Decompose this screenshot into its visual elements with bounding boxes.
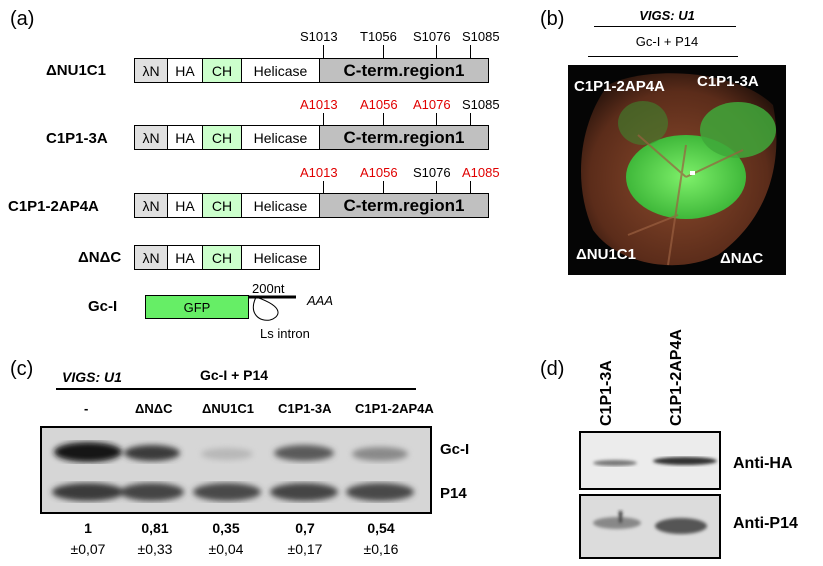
site-label: S1085	[462, 29, 500, 44]
domain-c-term-region: C-term.region1	[319, 58, 489, 83]
intron-label: Ls intron	[260, 326, 310, 341]
quant-value: 0,81	[141, 520, 169, 536]
domain-lambda-n: λN	[134, 58, 168, 83]
construct-name-dndc: ΔNΔC	[78, 249, 122, 266]
domain-c-term-region: C-term.region1	[319, 125, 489, 150]
domain-lambda-n: λN	[134, 245, 168, 270]
leaf-label-top-left: C1P1-2AP4A	[574, 78, 665, 95]
band-p14-lane2	[120, 483, 184, 501]
band-p14-lane5	[346, 483, 414, 501]
band-p14-lane1	[52, 483, 124, 501]
band-gci-lane3	[201, 448, 253, 460]
site-label: S1076	[413, 29, 451, 44]
band-p14w-lane2	[655, 518, 707, 534]
domain-helicase: Helicase	[241, 193, 320, 218]
lane-label: -	[84, 401, 89, 416]
site-tick	[383, 45, 384, 58]
domain-ch: CH	[202, 245, 242, 270]
leaf-image	[568, 65, 786, 275]
panel-b-label: (b)	[540, 8, 565, 30]
site-label: A1013	[300, 97, 338, 112]
intron-loop	[253, 297, 278, 320]
panel-a-label: (a)	[10, 8, 35, 30]
vigs-header: VIGS: U1	[639, 8, 695, 23]
construct-name-c1p1-3a: C1P1-3A	[46, 130, 108, 147]
domain-ch: CH	[202, 58, 242, 83]
blot-label-anti-ha: Anti-HA	[733, 455, 793, 472]
domain-ch: CH	[202, 125, 242, 150]
band-p14-lane4	[270, 483, 338, 501]
quant-error: ±0,17	[287, 541, 323, 557]
northern-blot	[40, 426, 432, 514]
domain-ha: HA	[167, 245, 203, 270]
lane-label: ΔNΔC	[135, 401, 173, 416]
domain-lambda-n: λN	[134, 193, 168, 218]
domain-helicase: Helicase	[241, 125, 320, 150]
site-label: A1085	[462, 165, 500, 180]
quant-value: 0,35	[212, 520, 240, 536]
gfp-box: GFP	[145, 295, 249, 319]
polya-label: AAA	[307, 293, 334, 308]
band-ha-lane1	[593, 460, 637, 466]
leaf-label-top-right: C1P1-3A	[697, 73, 759, 90]
lane-label: C1P1-2AP4A	[668, 329, 685, 426]
band-gci-lane1	[54, 442, 122, 462]
header-rule	[588, 56, 738, 57]
band-gci-lane2	[124, 445, 180, 461]
site-label: S1013	[300, 29, 338, 44]
site-label: A1056	[360, 97, 398, 112]
utr-length-label: 200nt	[252, 281, 285, 296]
site-label: S1085	[462, 97, 500, 112]
quant-value: 0,54	[367, 520, 395, 536]
domain-helicase: Helicase	[241, 245, 320, 270]
lane-label: C1P1-3A	[598, 360, 615, 426]
blot-label-anti-p14: Anti-P14	[733, 515, 798, 532]
band-p14-lane3	[193, 483, 261, 501]
leaf-label-bottom-right: ΔNΔC	[720, 250, 764, 267]
quant-error: ±0,07	[70, 541, 106, 557]
site-label: S1076	[413, 165, 451, 180]
panel-d-label: (d)	[540, 358, 565, 380]
lane-label: C1P1-3A	[278, 401, 332, 416]
western-blot	[579, 431, 721, 559]
quant-error: ±0,33	[137, 541, 173, 557]
vigs-header: VIGS: U1	[62, 369, 122, 385]
infiltration-mark	[690, 171, 695, 175]
band-label-gci: Gc-I	[440, 441, 470, 458]
quant-value: 0,7	[295, 520, 315, 536]
blot-artifact	[619, 511, 622, 523]
domain-helicase: Helicase	[241, 58, 320, 83]
lane-label: ΔNU1C1	[202, 401, 254, 416]
gfp-spot-top-right	[700, 102, 776, 158]
header-rule	[594, 26, 736, 27]
p14-bands	[52, 483, 414, 501]
band-gci-lane5	[352, 447, 408, 461]
domain-ha: HA	[167, 125, 203, 150]
reporter-name: Gc-I	[88, 298, 118, 315]
band-label-p14: P14	[440, 485, 467, 502]
treatment-header: Gc-I + P14	[635, 34, 699, 49]
construct-name-c1p1-2ap4a: C1P1-2AP4A	[8, 198, 99, 215]
band-ha-lane2	[653, 457, 717, 465]
domain-ha: HA	[167, 58, 203, 83]
quant-error: ±0,16	[363, 541, 399, 557]
site-label: A1056	[360, 165, 398, 180]
site-tick	[323, 45, 324, 58]
site-tick	[470, 45, 471, 58]
domain-ha: HA	[167, 193, 203, 218]
construct-name-dnu1c1: ΔNU1C1	[46, 62, 106, 79]
panel-c-label: (c)	[10, 358, 34, 380]
quant-error: ±0,04	[208, 541, 244, 557]
band-gci-lane4	[274, 445, 334, 461]
site-label: A1076	[413, 97, 451, 112]
quant-value: 1	[84, 520, 92, 536]
band-p14w-lane1	[593, 517, 641, 529]
treatment-header: Gc-I + P14	[200, 367, 269, 383]
header-rule	[56, 388, 416, 390]
leaf-label-bottom-left: ΔNU1C1	[576, 246, 636, 263]
domain-lambda-n: λN	[134, 125, 168, 150]
lane-label: C1P1-2AP4A	[355, 401, 434, 416]
domain-c-term-region: C-term.region1	[319, 193, 489, 218]
domain-ch: CH	[202, 193, 242, 218]
site-tick	[436, 45, 437, 58]
site-label: T1056	[360, 29, 397, 44]
site-label: A1013	[300, 165, 338, 180]
